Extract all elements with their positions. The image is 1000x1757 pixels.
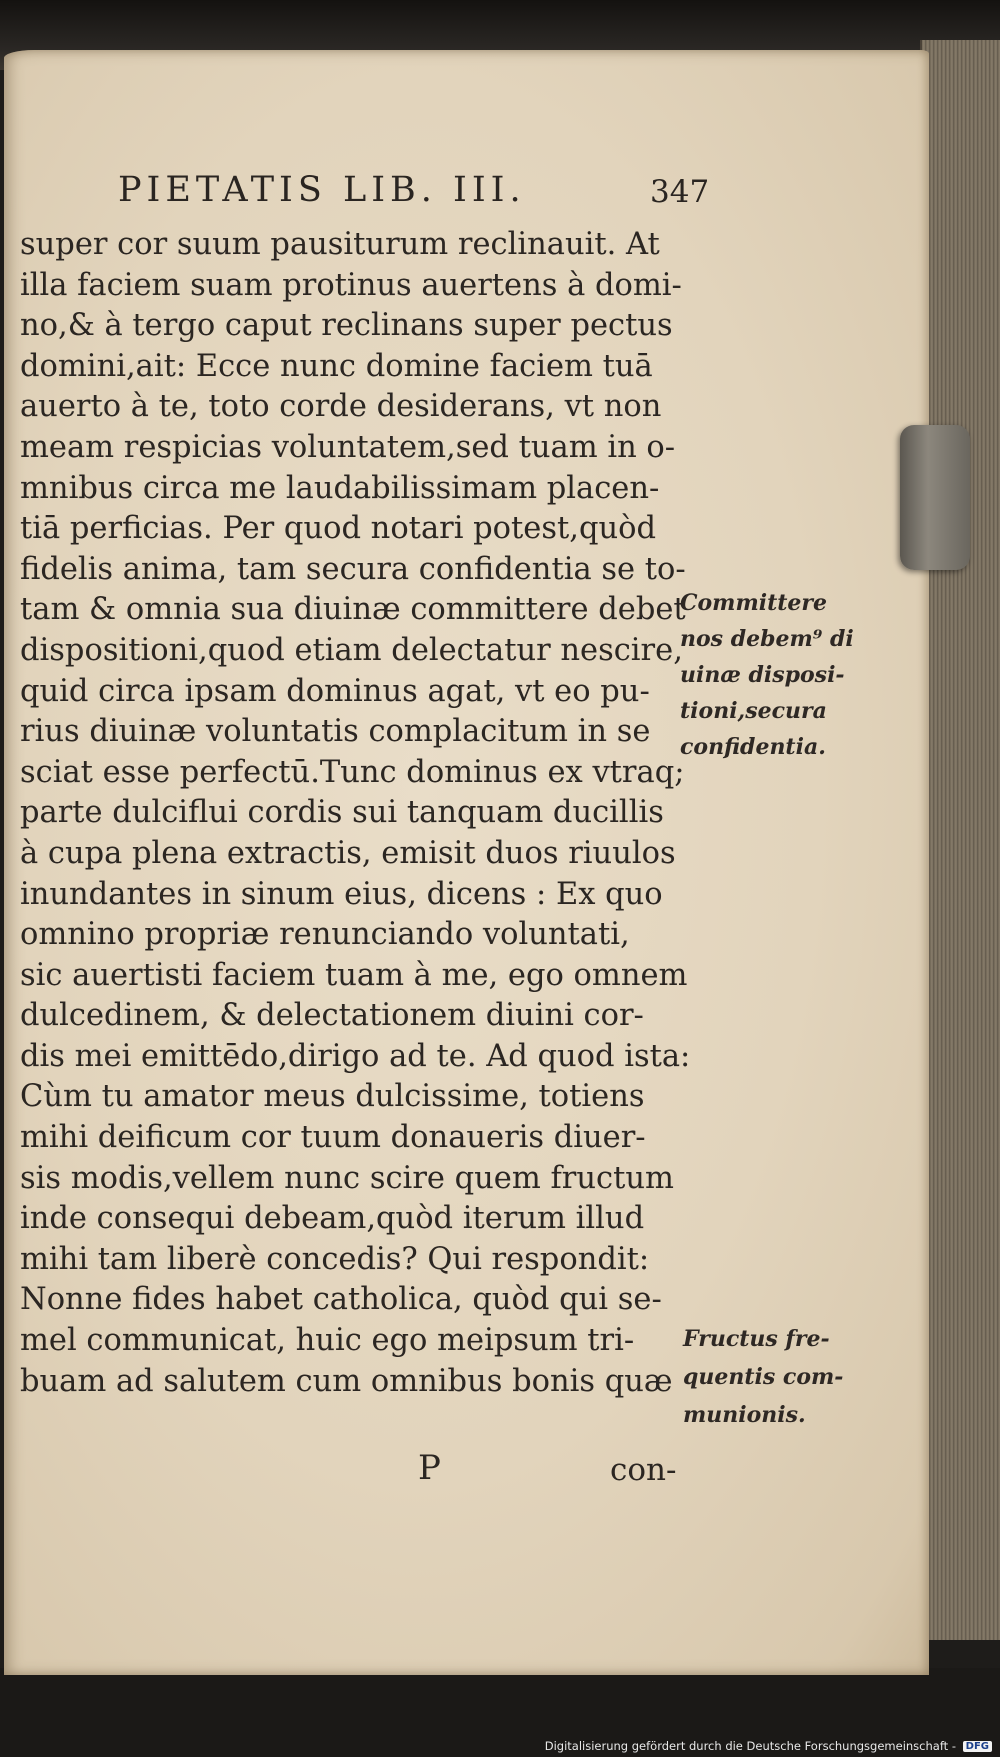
text-line: inundantes in sinum eius, dicens : Ex quo <box>20 876 663 912</box>
text-line: omnino propriæ renunciando voluntati, <box>20 917 630 953</box>
marginal-note-line: nos debem⁹ di <box>680 626 854 652</box>
marginal-note-line: quentis com- <box>683 1364 844 1390</box>
text-line: mnibus circa me laudabilissimam placen- <box>20 470 660 506</box>
text-line: rius diuinæ voluntatis complacitum in se <box>20 714 651 750</box>
marginal-note-committere <box>680 585 854 765</box>
marginal-note-line: tioni,secura <box>680 698 827 724</box>
page-number: 347 <box>650 174 710 210</box>
text-line: mel communicat, huic ego meipsum tri- <box>20 1323 635 1359</box>
book-page-edges <box>920 40 1000 1640</box>
marginal-note-line: confidentia. <box>680 734 826 760</box>
marginal-note-fructus <box>683 1320 843 1434</box>
marginal-note-line: Fructus fre- <box>683 1326 830 1352</box>
text-line: dis mei emittēdo,dirigo ad te. Ad quod ista: <box>20 1038 691 1074</box>
credit-text: Digitalisierung gefördert durch die Deutsche Forschungsgemeinschaft - <box>544 1739 956 1753</box>
text-line: fidelis anima, tam secura confidentia se to- <box>20 551 686 587</box>
text-line: sic auertisti faciem tuam à me, ego omnem <box>20 957 688 993</box>
text-line: parte dulciflui cordis sui tanquam ducillis <box>20 795 664 831</box>
text-line: sciat esse perfectū.Tunc dominus ex vtraq; <box>20 754 685 790</box>
dfg-logo: DFG <box>963 1741 992 1752</box>
marginal-note-line: munionis. <box>683 1402 806 1428</box>
running-head: PIETATIS LIB. III. <box>118 170 526 210</box>
text-line: dispositioni,quod etiam delectatur nescire, <box>20 632 683 668</box>
text-line: inde consequi debeam,quòd iterum illud <box>20 1201 645 1237</box>
text-line: dulcedinem, & delectationem diuini cor- <box>20 998 644 1034</box>
body-text <box>20 225 691 1402</box>
text-line: Nonne fides habet catholica, quòd qui se- <box>20 1282 662 1318</box>
text-line: domini,ait: Ecce nunc domine faciem tuā <box>20 348 653 384</box>
marginal-note-line: Committere <box>680 590 828 616</box>
text-line: mihi deificum cor tuum donaueris diuer- <box>20 1120 646 1156</box>
text-line: meam respicias voluntatem,sed tuam in o- <box>20 429 676 465</box>
text-line: illa faciem suam protinus auertens à domi- <box>20 267 682 303</box>
text-line: tiā perficias. Per quod notari potest,quòd <box>20 511 657 547</box>
catchword: con- <box>610 1452 677 1488</box>
text-line: super cor suum pausiturum reclinauit. At <box>20 227 660 262</box>
text-line: à cupa plena extractis, emisit duos riuulos <box>20 835 676 871</box>
text-line: no,& à tergo caput reclinans super pectus <box>20 308 673 344</box>
text-line: mihi tam liberè concedis? Qui respondit: <box>20 1241 650 1277</box>
text-line: sis modis,vellem nunc scire quem fructum <box>20 1160 674 1196</box>
text-line: buam ad salutem cum omnibus bonis quæ <box>20 1363 673 1399</box>
bookmark-tab <box>900 425 970 570</box>
text-line: auerto à te, toto corde desiderans, vt non <box>20 389 662 425</box>
text-line: quid circa ipsam dominus agat, vt eo pu- <box>20 673 650 709</box>
marginal-note-line: uinæ disposi- <box>680 662 845 688</box>
text-line: tam & omnia sua diuinæ committere debet <box>20 592 686 628</box>
signature-mark: P <box>418 1448 441 1488</box>
digitization-credit <box>545 1739 992 1753</box>
text-line: Cùm tu amator meus dulcissime, totiens <box>20 1079 645 1115</box>
